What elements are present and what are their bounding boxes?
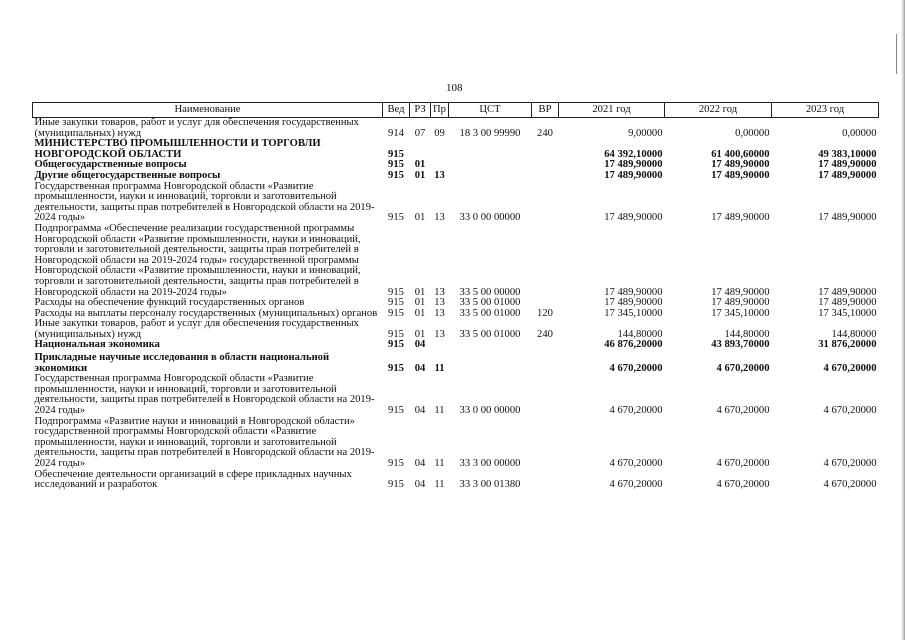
- row-2023: 4 670,20000: [823, 405, 877, 417]
- row-2021: 4 670,20000: [609, 362, 663, 374]
- row-name: Государственная программа Новгородской области «Развитие промышленности, науки и инноваций, торговли и заготовительной деятельности, защиты прав потребителей в Новгородской области на 2019-2024 годы»: [34, 373, 375, 417]
- row-2023: 0,00000: [842, 127, 877, 139]
- row-ved: 915: [388, 405, 404, 417]
- row-rz: 01: [414, 212, 426, 224]
- row-2021: 17 345,10000: [604, 307, 663, 319]
- table-row: [33, 319, 879, 340]
- row-name: Подпрограмма «Обеспечение реализации государственной программы Новгородской области «Развитие промышленности, науки и инноваций, торговли и заготовительной деятельности, защиты прав потребителей в Новгородской области на 2019-2024 годы» государственной программы Новгородской области «Развитие промышленности, науки и инноваций, торговли и заготовительной деятельности, защиты прав потребителей в Новгородской области на 2019-2024 годы»: [34, 222, 361, 298]
- row-2021: 17 489,90000: [604, 212, 663, 224]
- table-row: [33, 139, 879, 160]
- row-vr: 240: [537, 127, 553, 139]
- row-vr: [532, 182, 559, 224]
- row-2023: 17 489,90000: [818, 212, 877, 224]
- row-cst: 18 3 00 99990: [459, 127, 521, 139]
- header-ved: Вед: [383, 103, 410, 118]
- row-2021: 4 670,20000: [609, 458, 663, 469]
- table-row: [33, 224, 879, 298]
- row-pr: 09: [434, 127, 445, 139]
- row-pr: 11: [434, 479, 445, 491]
- row-2021: 9,00000: [628, 127, 663, 139]
- row-2022: 17 489,90000: [711, 169, 770, 181]
- row-cst: 33 5 00 01000: [459, 307, 521, 319]
- row-vr: [532, 374, 559, 416]
- row-vr: [532, 171, 559, 182]
- table-row: [33, 374, 879, 416]
- row-ved: 915: [388, 148, 404, 160]
- row-ved: 915: [388, 169, 404, 181]
- row-rz: 01: [414, 159, 426, 171]
- row-pr: 13: [434, 286, 445, 298]
- row-ved: 915: [388, 297, 404, 309]
- row-vr: [532, 417, 559, 470]
- row-2022: 0,00000: [735, 127, 770, 139]
- row-pr: [431, 139, 449, 160]
- row-2022: 17 345,10000: [711, 307, 770, 319]
- row-ved: 914: [388, 127, 404, 139]
- table-row: [33, 340, 879, 351]
- row-2021: 4 670,20000: [609, 479, 663, 491]
- row-name: Иные закупки товаров, работ и услуг для обеспечения государственных (муниципальных) нужд: [34, 117, 359, 139]
- row-pr: 13: [434, 297, 445, 309]
- row-rz: 07: [414, 127, 426, 139]
- table-row: [33, 470, 879, 491]
- row-2023: 4 670,20000: [823, 362, 877, 374]
- row-2021: 64 392,10000: [604, 148, 663, 160]
- scan-edge-shadow: [901, 0, 905, 640]
- table-row: [33, 118, 879, 140]
- row-2022: 4 670,20000: [716, 362, 770, 374]
- row-2022: 144,80000: [724, 328, 770, 340]
- row-vr: 120: [537, 307, 553, 319]
- budget-table: [32, 102, 879, 491]
- row-2021: 144,80000: [617, 328, 663, 340]
- row-2022: 17 489,90000: [711, 286, 770, 298]
- table-row: [33, 351, 879, 374]
- row-2022: 4 670,20000: [716, 458, 770, 469]
- row-2023: 4 670,20000: [823, 458, 877, 469]
- row-cst: [449, 351, 532, 374]
- row-vr: [532, 160, 559, 171]
- row-rz: 04: [414, 479, 426, 491]
- row-name: Иные закупки товаров, работ и услуг для обеспечения государственных (муниципальных) нужд: [34, 318, 359, 340]
- row-rz: 04: [414, 339, 426, 351]
- row-ved: 915: [388, 159, 404, 171]
- row-pr: 13: [434, 307, 445, 319]
- row-2021: 4 670,20000: [609, 405, 663, 417]
- row-ved: 915: [388, 458, 404, 469]
- row-2021: 17 489,90000: [604, 169, 663, 181]
- table-row: [33, 417, 879, 470]
- row-2023: 4 670,20000: [823, 479, 877, 491]
- row-pr: 11: [434, 458, 445, 469]
- header-2023: 2023 год: [772, 103, 879, 118]
- row-name: Подпрограмма «Развитие науки и инноваций в Новгородской области» государственной программы Новгородской области «Развитие промышленности, науки и инноваций, торговли и заготовительной деятельности, защиты прав потребителей в Новгородской области на 2019-2024 годы»: [34, 415, 375, 469]
- header-pr: Пр: [431, 103, 449, 118]
- row-2021: 46 876,20000: [604, 339, 663, 351]
- row-cst: 33 0 00 00000: [459, 212, 521, 224]
- row-ved: 915: [388, 286, 404, 298]
- row-2021: 17 489,90000: [604, 297, 663, 309]
- row-ved: 915: [388, 307, 404, 319]
- header-2021: 2021 год: [559, 103, 665, 118]
- row-name: Расходы на выплаты персоналу государственных (муниципальных) органов: [34, 307, 378, 319]
- row-vr: [532, 224, 559, 298]
- row-rz: 01: [414, 307, 426, 319]
- row-vr: [532, 470, 559, 491]
- row-ved: 915: [388, 328, 404, 340]
- row-pr: [431, 340, 449, 351]
- row-2022: 4 670,20000: [716, 405, 770, 417]
- row-2023: 17 345,10000: [818, 307, 877, 319]
- row-rz: 04: [414, 362, 426, 374]
- row-name: МИНИСТЕРСТВО ПРОМЫШЛЕННОСТИ И ТОРГОВЛИ НОВГОРОДСКОЙ ОБЛАСТИ: [34, 138, 321, 160]
- row-2021: 17 489,90000: [604, 286, 663, 298]
- header-2022: 2022 год: [665, 103, 772, 118]
- row-vr: [532, 340, 559, 351]
- header-cst: ЦСТ: [449, 103, 532, 118]
- row-rz: 04: [414, 405, 426, 417]
- row-2022: 17 489,90000: [711, 212, 770, 224]
- table-row: [33, 182, 879, 224]
- row-rz: 01: [414, 297, 426, 309]
- row-name: Расходы на обеспечение функций государственных органов: [34, 297, 305, 309]
- header-rz: РЗ: [410, 103, 431, 118]
- row-cst: 33 5 00 00000: [459, 286, 521, 298]
- row-rz: 01: [414, 169, 426, 181]
- row-name: Другие общегосударственные вопросы: [34, 169, 221, 181]
- row-cst: 33 3 00 01380: [459, 479, 521, 491]
- row-rz: 04: [414, 458, 426, 469]
- row-cst: 33 3 00 00000: [459, 458, 521, 469]
- row-ved: 915: [388, 479, 404, 491]
- row-name: Прикладные научные исследования в области национальной экономики: [34, 352, 330, 374]
- row-2022: 61 400,60000: [711, 148, 770, 160]
- header-vr: ВР: [532, 103, 559, 118]
- row-name: Общегосударственные вопросы: [34, 159, 187, 171]
- row-ved: 915: [388, 362, 404, 374]
- row-cst: [449, 171, 532, 182]
- row-ved: 915: [388, 339, 404, 351]
- row-2023: 17 489,90000: [818, 297, 877, 309]
- row-2023: 144,80000: [831, 328, 877, 340]
- row-2023: 17 489,90000: [818, 169, 877, 181]
- row-name: Государственная программа Новгородской области «Развитие промышленности, науки и инноваций, торговли и заготовительной деятельности, защиты прав потребителей в Новгородской области на 2019-2024 годы»: [34, 180, 375, 224]
- row-2022: 17 489,90000: [711, 297, 770, 309]
- row-pr: 11: [434, 362, 445, 374]
- row-pr: 13: [434, 328, 445, 340]
- row-cst: [449, 139, 532, 160]
- row-2021: 17 489,90000: [604, 159, 663, 171]
- row-pr: 13: [434, 212, 445, 224]
- row-2023: 17 489,90000: [818, 286, 877, 298]
- row-name: Обеспечение деятельности организаций в сфере прикладных научных исследований и разработок: [34, 468, 352, 491]
- row-2023: 17 489,90000: [818, 159, 877, 171]
- header-name: Наименование: [33, 103, 383, 118]
- row-cst: [449, 340, 532, 351]
- row-vr: [532, 139, 559, 160]
- row-ved: 915: [388, 212, 404, 224]
- row-rz: [410, 139, 431, 160]
- row-vr: 240: [537, 328, 553, 340]
- row-2023: 49 383,10000: [818, 148, 877, 160]
- table-row: [33, 171, 879, 182]
- row-rz: 01: [414, 328, 426, 340]
- table-header-row: [33, 103, 879, 118]
- row-cst: 33 5 00 01000: [459, 328, 521, 340]
- row-2022: 4 670,20000: [716, 479, 770, 491]
- row-2022: 43 893,70000: [711, 339, 770, 351]
- row-2023: 31 876,20000: [818, 339, 877, 351]
- row-cst: [449, 160, 532, 171]
- row-rz: 01: [414, 286, 426, 298]
- row-cst: 33 0 00 00000: [459, 405, 521, 417]
- row-2022: 17 489,90000: [711, 159, 770, 171]
- row-name: Национальная экономика: [34, 339, 160, 351]
- row-pr: 11: [434, 405, 445, 417]
- row-cst: 33 5 00 01000: [459, 297, 521, 309]
- scan-edge-mark: [896, 34, 897, 74]
- row-pr: 13: [434, 169, 445, 181]
- row-vr: [532, 351, 559, 374]
- page-number: 108: [446, 82, 463, 94]
